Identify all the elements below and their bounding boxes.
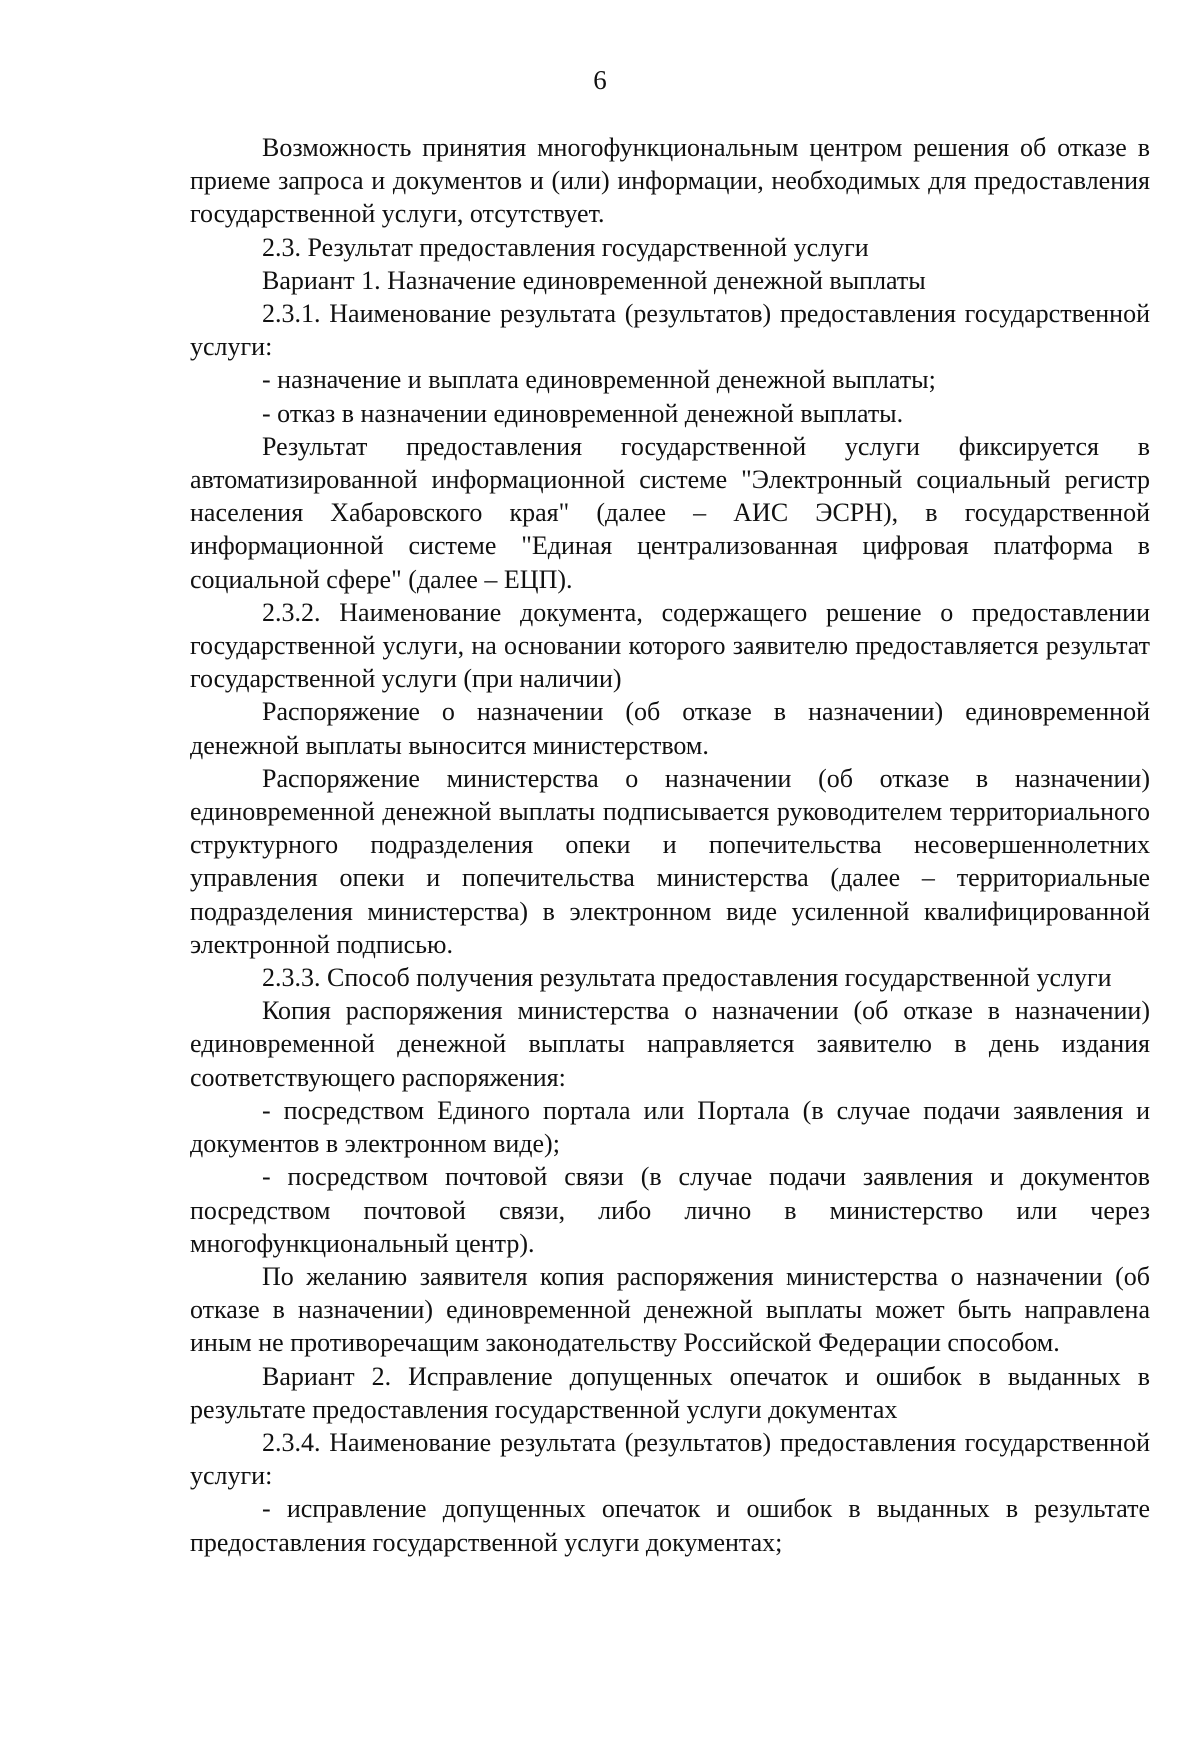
variant-2-heading: Вариант 2. Исправление допущенных опечаток и ошибок в выданных в результате предоставления государственной услуги документах bbox=[190, 1361, 1150, 1424]
paragraph-copy-sent: Копия распоряжения министерства о назначении (об отказе в назначении) единовременной денежной выплаты направляется заявителю в день издания соответствующего распоряжения: bbox=[190, 996, 1150, 1092]
page-number: 6 bbox=[593, 65, 607, 95]
paragraph-other-method: По желанию заявителя копия распоряжения министерства о назначении (об отказе в назначении) единовременной денежной выплаты может быть направлена иным не противоречащим законодательству Российской Федерации способом. bbox=[190, 1261, 1150, 1358]
paragraph-mfc-refusal: Возможность принятия многофункциональным центром решения об отказе в приеме запроса и документов и (или) информации, необходимых для предоставления государственной услуги, отсутствует. bbox=[190, 133, 1150, 229]
list-item-assignment: - назначение и выплата единовременной денежной выплаты; bbox=[262, 365, 936, 395]
section-heading-2-3-1: 2.3.1. Наименование результата (результатов) предоставления государственной услуги: bbox=[190, 299, 1150, 362]
section-heading-2-3-3: 2.3.3. Способ получения результата предоставления государственной услуги bbox=[262, 963, 1112, 993]
paragraph-order-issued: Распоряжение о назначении (об отказе в назначении) единовременной денежной выплаты выносится министерством. bbox=[190, 697, 1150, 760]
list-item-post: - посредством почтовой связи (в случае подачи заявления и документов посредством почтовой связи, либо лично в министерство или через многофункциональный центр). bbox=[190, 1162, 1150, 1258]
list-item-refusal: - отказ в назначении единовременной денежной выплаты. bbox=[262, 398, 904, 428]
paragraph-order-signed: Распоряжение министерства о назначении (об отказе в назначении) единовременной денежной выплаты подписывается руководителем территориального структурного подразделения опеки и попечительства несовершеннолетних управления опеки и попечительства министерства (далее – территориальные подразделения министерства) в электронном виде усиленной квалифицированной электронной подписью. bbox=[190, 763, 1150, 959]
list-item-portal: - посредством Единого портала или Портала (в случае подачи заявления и документов в электронном виде); bbox=[190, 1095, 1150, 1159]
section-heading-2-3: 2.3. Результат предоставления государственной услуги bbox=[262, 232, 869, 262]
list-item-corrections: - исправление допущенных опечаток и ошибок в выданных в результате предоставления государственной услуги документах; bbox=[190, 1494, 1150, 1557]
section-heading-2-3-2: 2.3.2. Наименование документа, содержащего решение о предоставлении государственной услуги, на основании которого заявителю предоставляется результат государственной услуги (при наличии) bbox=[190, 597, 1150, 694]
document-body bbox=[190, 131, 1150, 1559]
paragraph-result-registration: Результат предоставления государственной услуги фиксируется в автоматизированной информационной системе "Электронный социальный регистр населения Хабаровского края" (далее – АИС ЭСРН), в государственной информационной системе "Единая централизованная цифровая платформа в социальной сфере" (далее – ЕЦП). bbox=[190, 431, 1150, 594]
variant-1-heading: Вариант 1. Назначение единовременной денежной выплаты bbox=[262, 265, 926, 295]
section-heading-2-3-4: 2.3.4. Наименование результата (результатов) предоставления государственной услуги: bbox=[190, 1427, 1150, 1491]
